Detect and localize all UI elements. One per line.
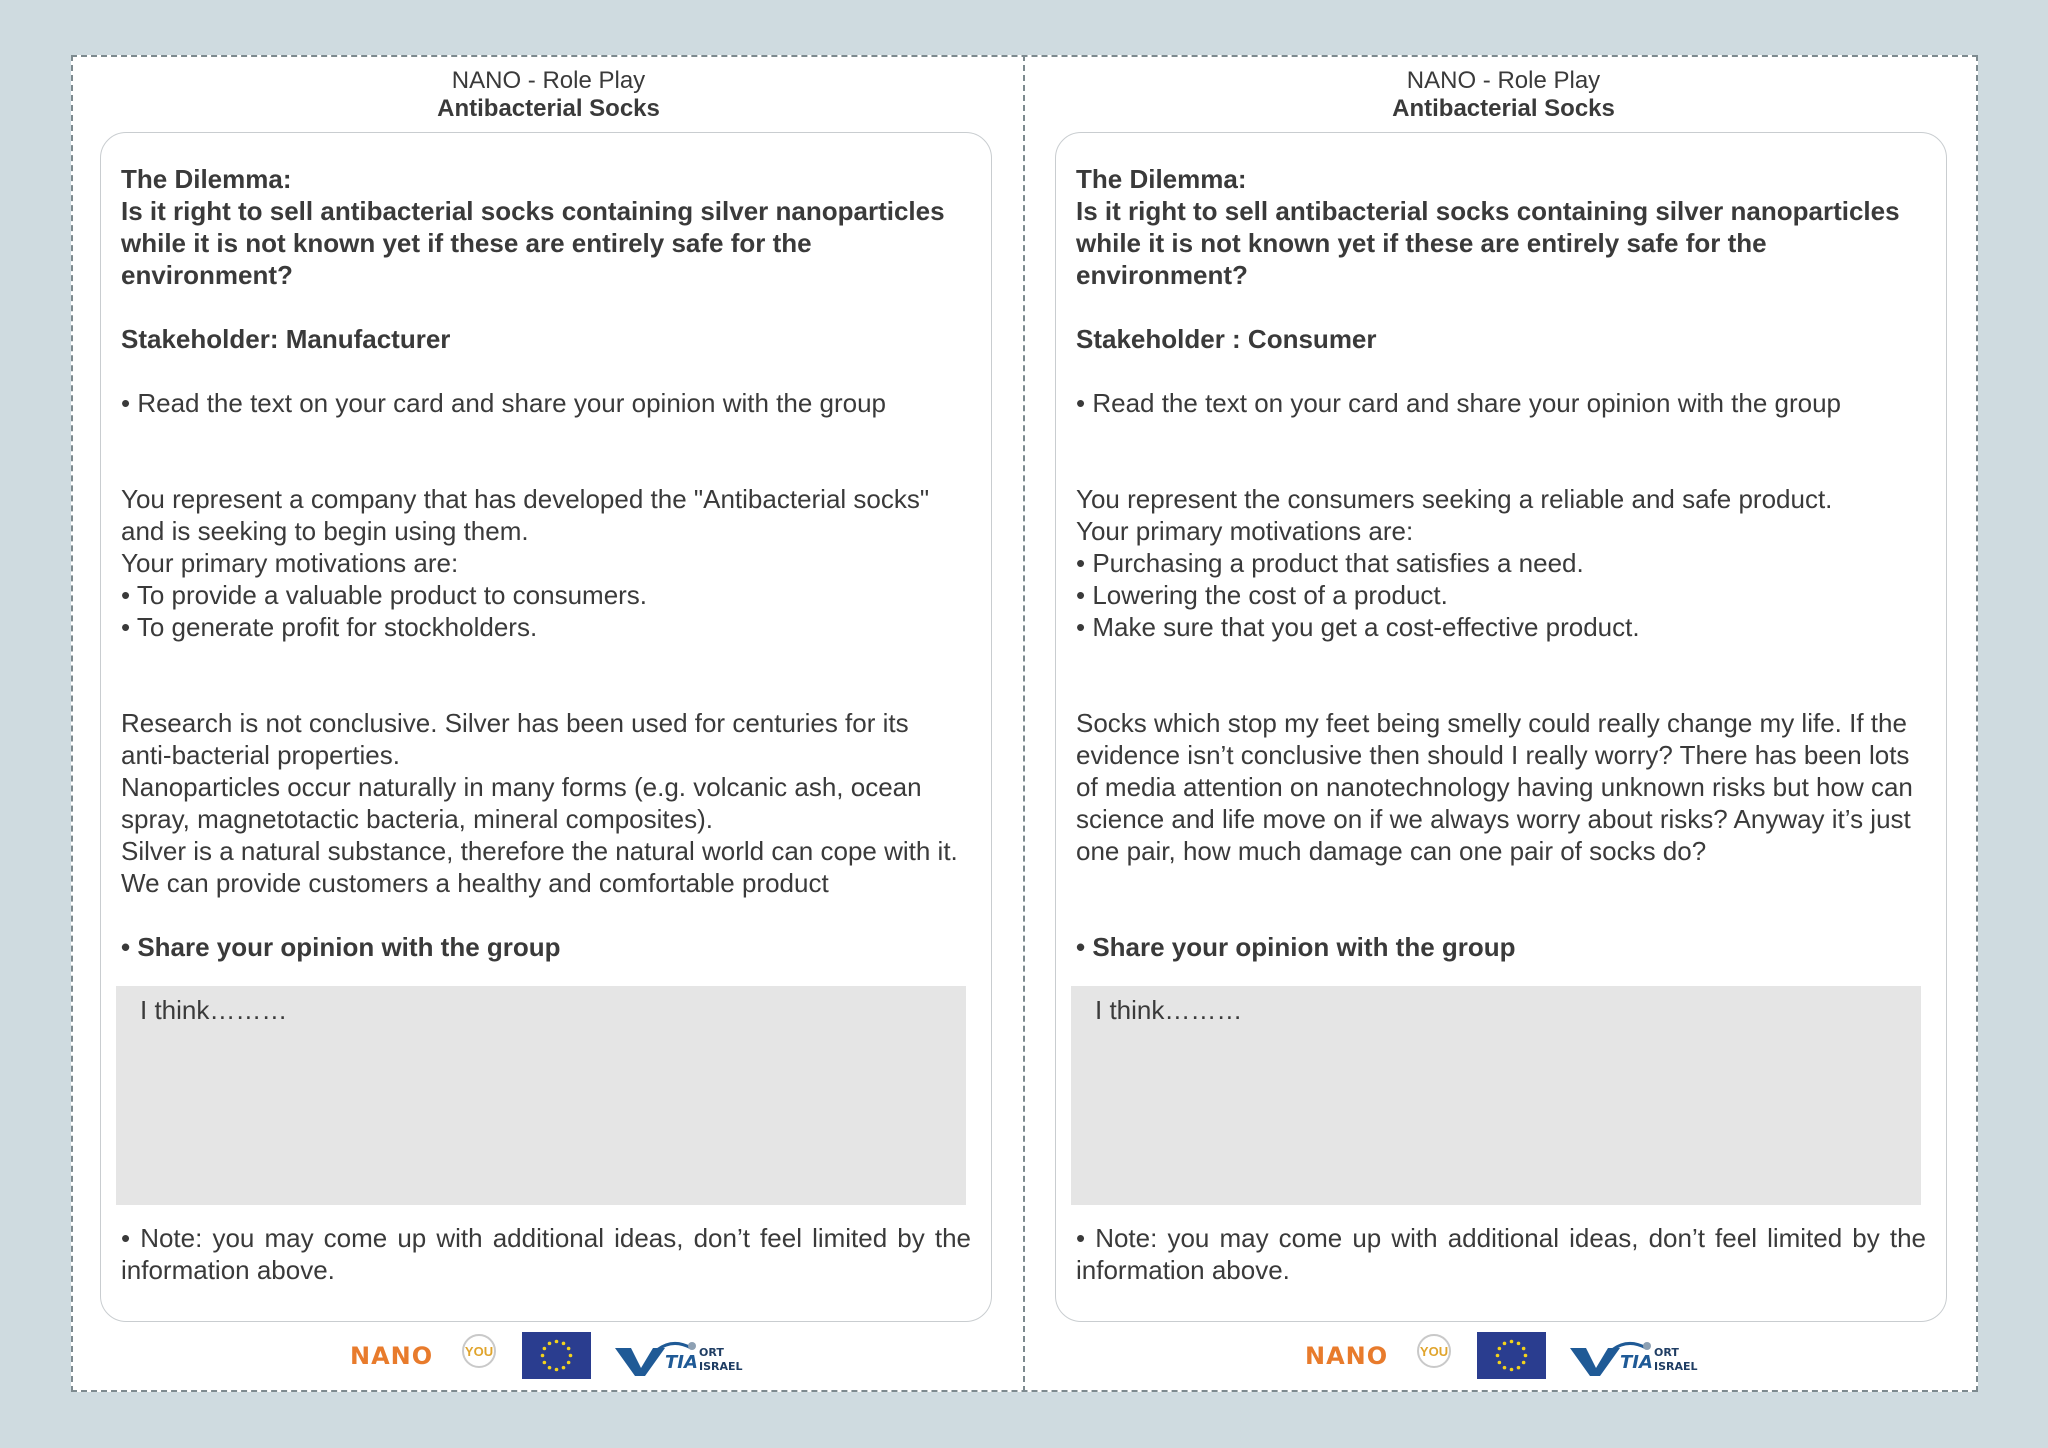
stakeholder-label: Stakeholder : Consumer	[1076, 324, 1377, 354]
ort-israel-logo	[1568, 1334, 1700, 1378]
dilemma-label: The Dilemma:	[1076, 164, 1247, 194]
role-line: • Purchasing a product that satisfies a need.	[1076, 548, 1584, 578]
dilemma-label: The Dilemma:	[121, 164, 292, 194]
dilemma-line: environment?	[121, 260, 293, 290]
card-header: NANO - Role Play	[1406, 67, 1601, 94]
share-opinion-prompt: • Share your opinion with the group	[1076, 932, 1516, 962]
instruction-text: • Read the text on your card and share your opinion with the group	[121, 388, 887, 418]
role-card-consumer	[1026, 55, 1981, 1392]
role-line: Your primary motivations are:	[1076, 516, 1414, 546]
argument-line: anti-bacterial properties.	[121, 740, 400, 770]
role-line: and is seeking to begin using them.	[121, 516, 529, 546]
opinion-writing-box[interactable]	[1071, 986, 1921, 1205]
instruction-text: • Read the text on your card and share your opinion with the group	[1076, 388, 1842, 418]
role-line: • Lowering the cost of a product.	[1076, 580, 1448, 610]
argument-line: science and life move on if we always worry about risks? Anyway it’s just	[1076, 804, 1911, 834]
share-opinion-prompt: • Share your opinion with the group	[121, 932, 561, 962]
nano-logo: NANO	[350, 1342, 434, 1370]
role-line: • To provide a valuable product to consumers.	[121, 580, 648, 610]
argument-line: We can provide customers a healthy and comfortable product	[121, 868, 829, 898]
logo-strip	[71, 1332, 1026, 1384]
card-header: NANO - Role Play	[451, 67, 646, 94]
note-text: • Note: you may come up with additional ideas, don’t feel limited by the information above.	[1076, 1223, 1926, 1285]
you-circle-logo: YOU	[1417, 1334, 1451, 1368]
you-circle-logo: YOU	[462, 1334, 496, 1368]
svg-text:ORT: ORT	[1654, 1346, 1679, 1359]
opinion-writing-box[interactable]	[116, 986, 966, 1205]
argument-line: of media attention on nanotechnology having unknown risks but how can	[1076, 772, 1913, 802]
dilemma-line: environment?	[1076, 260, 1248, 290]
role-line: • To generate profit for stockholders.	[121, 612, 538, 642]
argument-line: Socks which stop my feet being smelly could really change my life. If the	[1076, 708, 1907, 738]
dilemma-line: while it is not known yet if these are entirely safe for the	[121, 228, 812, 258]
svg-text:TIA: TIA	[1620, 1352, 1653, 1373]
opinion-placeholder: I think………	[1095, 995, 1243, 1025]
role-card-manufacturer	[71, 55, 1026, 1392]
dilemma-line: Is it right to sell antibacterial socks containing silver nanoparticles	[1076, 196, 1900, 226]
dilemma-line: while it is not known yet if these are entirely safe for the	[1076, 228, 1767, 258]
card-subheader: Antibacterial Socks	[1392, 95, 1615, 122]
stakeholder-label: Stakeholder: Manufacturer	[121, 324, 451, 354]
svg-text:ISRAEL: ISRAEL	[699, 1360, 743, 1373]
eu-flag-icon	[522, 1332, 591, 1379]
role-line: You represent a company that has developed the "Antibacterial socks"	[121, 484, 930, 514]
card-content	[121, 163, 971, 963]
dilemma-line: Is it right to sell antibacterial socks containing silver nanoparticles	[121, 196, 945, 226]
logo-strip	[1026, 1332, 1981, 1384]
svg-text:ISRAEL: ISRAEL	[1654, 1360, 1698, 1373]
argument-line: one pair, how much damage can one pair of socks do?	[1076, 836, 1707, 866]
card-content	[1076, 163, 1926, 963]
eu-flag-icon	[1477, 1332, 1546, 1379]
role-line: You represent the consumers seeking a reliable and safe product.	[1076, 484, 1833, 514]
card-subheader: Antibacterial Socks	[437, 95, 660, 122]
argument-line: spray, magnetotactic bacteria, mineral composites).	[121, 804, 713, 834]
role-line: • Make sure that you get a cost-effective product.	[1076, 612, 1640, 642]
note-text: • Note: you may come up with additional ideas, don’t feel limited by the information above.	[121, 1223, 971, 1285]
ort-israel-logo	[613, 1334, 745, 1378]
argument-line: Research is not conclusive. Silver has been used for centuries for its	[121, 708, 909, 738]
svg-text:ORT: ORT	[699, 1346, 724, 1359]
argument-line: Silver is a natural substance, therefore the natural world can cope with it.	[121, 836, 958, 866]
argument-line: Nanoparticles occur naturally in many forms (e.g. volcanic ash, ocean	[121, 772, 922, 802]
role-line: Your primary motivations are:	[121, 548, 459, 578]
opinion-placeholder: I think………	[140, 995, 288, 1025]
argument-line: evidence isn’t conclusive then should I really worry? There has been lots	[1076, 740, 1910, 770]
svg-text:TIA: TIA	[665, 1352, 698, 1373]
nano-logo: NANO	[1305, 1342, 1389, 1370]
